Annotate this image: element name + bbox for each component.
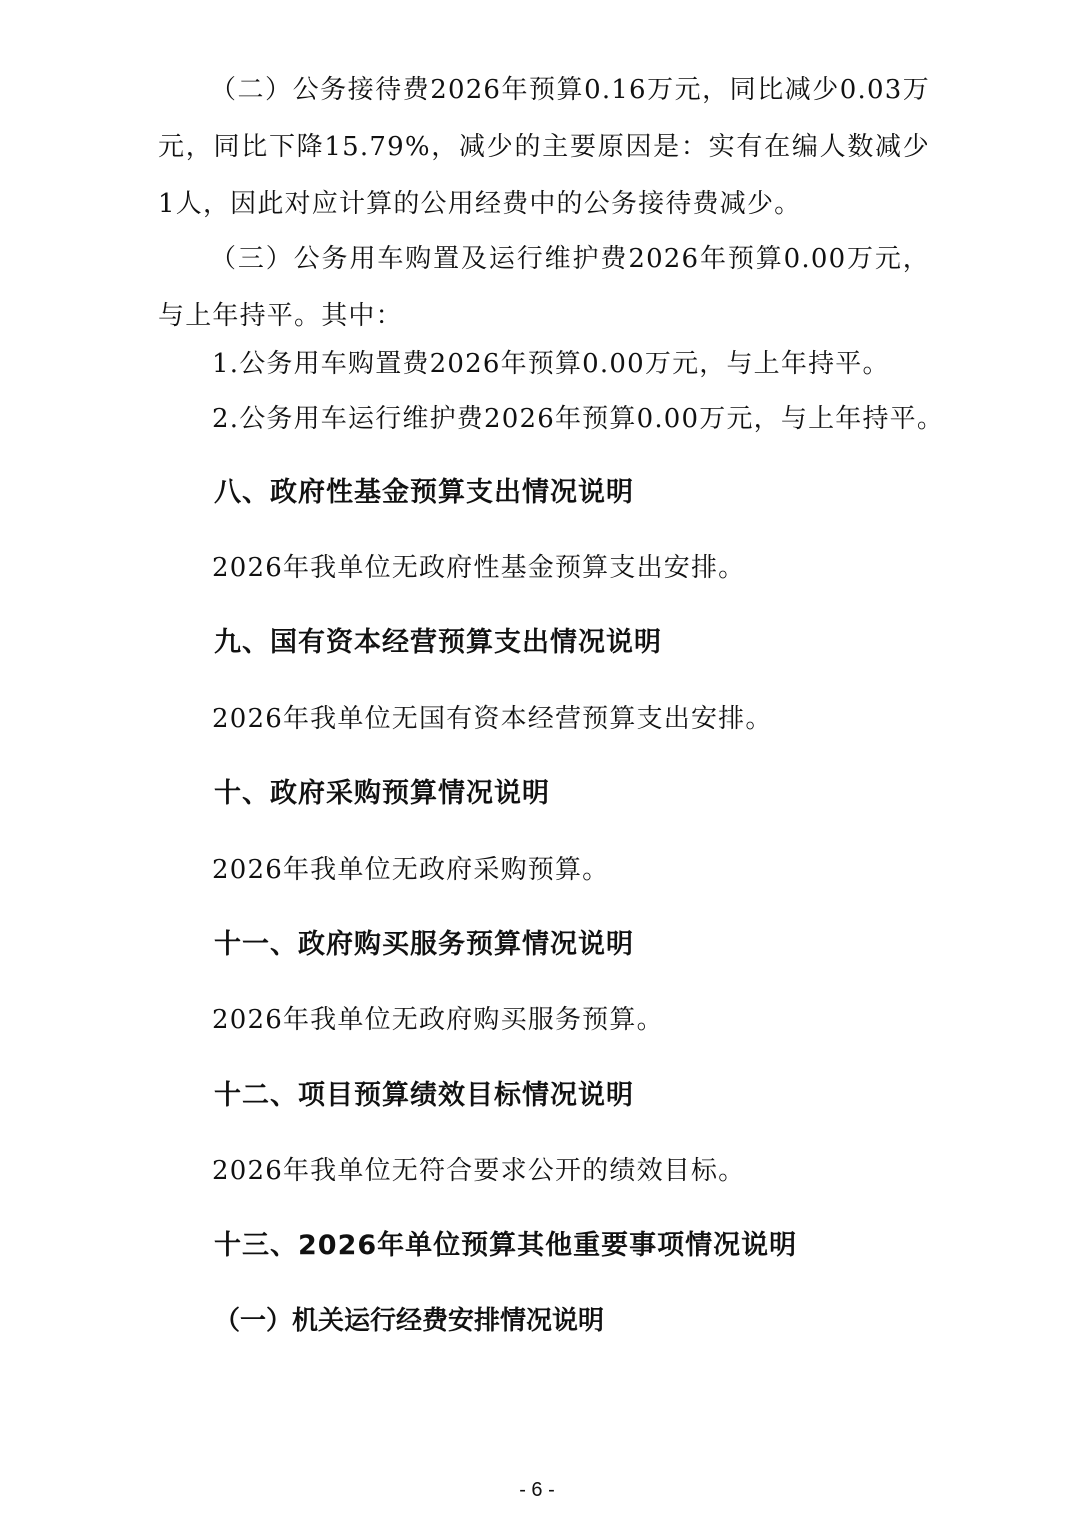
section-heading-8: 八、政府性基金预算支出情况说明 — [214, 477, 634, 508]
section-heading-10: 十、政府采购预算情况说明 — [214, 778, 550, 809]
section-body-10: 2026年我单位无政府采购预算。 — [212, 855, 610, 885]
page-number: - 6 - — [519, 1479, 555, 1501]
paragraph-hospitality-expense: （二）公务接待费2026年预算0.16万元，同比减少0.03万元，同比下降15.79%，减少的主要原因是：实有在编人数减少1人，因此对应计算的公用经费中的公务接待费减少。 — [158, 75, 930, 219]
paragraph-vehicle-expense: （三）公务用车购置及运行维护费2026年预算0.00万元，与上年持平。其中： — [158, 244, 930, 331]
section-heading-13: 十三、2026年单位预算其他重要事项情况说明 — [214, 1230, 798, 1261]
section-heading-12: 十二、项目预算绩效目标情况说明 — [214, 1080, 634, 1111]
section-heading-9: 九、国有资本经营预算支出情况说明 — [214, 627, 662, 658]
section-body-12: 2026年我单位无符合要求公开的绩效目标。 — [212, 1156, 746, 1186]
sub-heading-operating-expenses: （一）机关运行经费安排情况说明 — [214, 1306, 605, 1336]
paragraph-vehicle-maintenance: 2.公务用车运行维护费2026年预算0.00万元，与上年持平。 — [212, 404, 945, 434]
section-body-11: 2026年我单位无政府购买服务预算。 — [212, 1005, 664, 1035]
section-heading-11: 十一、政府购买服务预算情况说明 — [214, 929, 634, 960]
paragraph-vehicle-purchase: 1.公务用车购置费2026年预算0.00万元，与上年持平。 — [212, 349, 890, 379]
section-body-8: 2026年我单位无政府性基金预算支出安排。 — [212, 553, 746, 583]
section-body-9: 2026年我单位无国有资本经营预算支出安排。 — [212, 704, 773, 734]
